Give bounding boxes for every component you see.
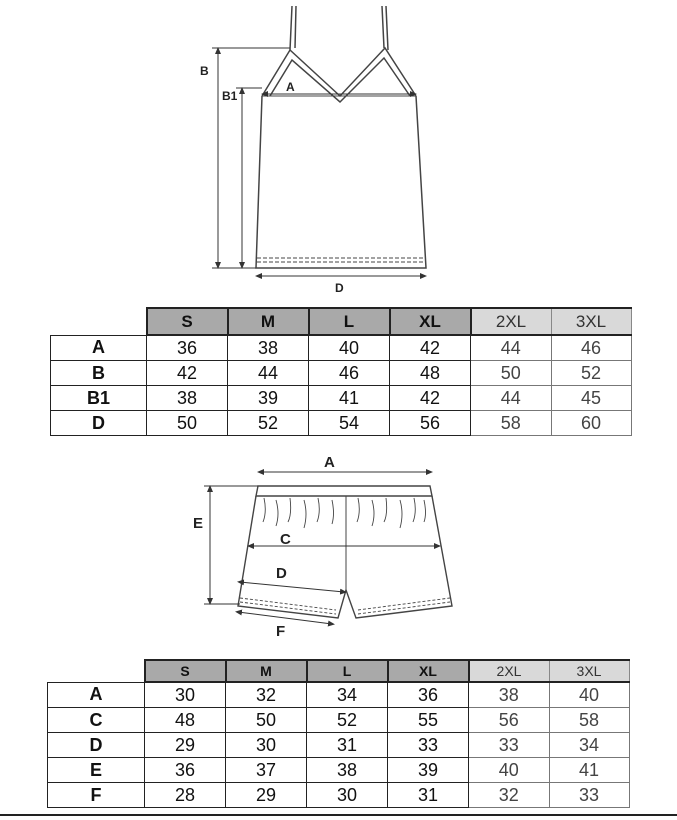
shorts-label-C: C xyxy=(280,531,291,548)
cell: 44 xyxy=(228,361,309,386)
shorts-label-F: F xyxy=(276,623,286,640)
row-label: E xyxy=(48,758,145,783)
cell: 28 xyxy=(145,783,226,808)
cell: 50 xyxy=(471,361,552,386)
cell: 45 xyxy=(551,386,631,411)
cell: 33 xyxy=(549,783,629,808)
shorts-label-D: D xyxy=(276,565,287,582)
cell: 40 xyxy=(469,758,550,783)
table-header-row xyxy=(48,660,630,682)
label-A: A xyxy=(286,80,295,94)
col-XL: XL xyxy=(390,308,471,335)
col-3XL: 3XL xyxy=(549,660,629,682)
cell: 44 xyxy=(471,386,552,411)
label-D: D xyxy=(335,281,344,295)
cell: 32 xyxy=(226,682,307,708)
col-3XL: 3XL xyxy=(551,308,631,335)
shorts-label-A: A xyxy=(324,454,335,471)
table-row xyxy=(51,335,632,361)
cell: 29 xyxy=(145,733,226,758)
cell: 30 xyxy=(226,733,307,758)
cell: 34 xyxy=(549,733,629,758)
cell: 38 xyxy=(307,758,388,783)
cell: 46 xyxy=(309,361,390,386)
cell: 56 xyxy=(390,411,471,436)
cell: 42 xyxy=(390,386,471,411)
cell: 40 xyxy=(549,682,629,708)
row-label: D xyxy=(48,733,145,758)
table-row xyxy=(51,361,632,386)
col-L: L xyxy=(307,660,388,682)
row-label: A xyxy=(51,335,147,361)
table-row xyxy=(48,783,630,808)
camisole-size-table xyxy=(50,307,632,436)
cell: 44 xyxy=(471,335,552,361)
table-header-row xyxy=(51,308,632,335)
cell: 39 xyxy=(228,386,309,411)
cell: 31 xyxy=(388,783,469,808)
shorts-size-table xyxy=(47,659,630,808)
shorts-outline xyxy=(238,486,452,618)
table-row xyxy=(48,708,630,733)
cell: 34 xyxy=(307,682,388,708)
row-label: B1 xyxy=(51,386,147,411)
bottom-divider xyxy=(0,814,677,816)
cell: 38 xyxy=(147,386,228,411)
cell: 48 xyxy=(390,361,471,386)
table-row xyxy=(51,411,632,436)
cell: 52 xyxy=(228,411,309,436)
cell: 37 xyxy=(226,758,307,783)
cell: 42 xyxy=(147,361,228,386)
camisole-outline xyxy=(256,6,426,268)
label-B: B xyxy=(200,64,209,78)
cell: 29 xyxy=(226,783,307,808)
cell: 38 xyxy=(469,682,550,708)
cell: 38 xyxy=(228,335,309,361)
cell: 42 xyxy=(390,335,471,361)
cell: 30 xyxy=(145,682,226,708)
table-row xyxy=(48,682,630,708)
shorts-label-E: E xyxy=(193,515,204,532)
cell: 41 xyxy=(549,758,629,783)
table-row xyxy=(48,758,630,783)
row-label: D xyxy=(51,411,147,436)
row-label: C xyxy=(48,708,145,733)
col-S: S xyxy=(145,660,226,682)
cell: 33 xyxy=(388,733,469,758)
cell: 56 xyxy=(469,708,550,733)
col-2XL: 2XL xyxy=(469,660,550,682)
cell: 52 xyxy=(307,708,388,733)
cell: 32 xyxy=(469,783,550,808)
col-M: M xyxy=(226,660,307,682)
cell: 36 xyxy=(145,758,226,783)
row-label: F xyxy=(48,783,145,808)
cell: 55 xyxy=(388,708,469,733)
col-2XL: 2XL xyxy=(471,308,552,335)
table-row xyxy=(48,733,630,758)
cell: 40 xyxy=(309,335,390,361)
col-L: L xyxy=(309,308,390,335)
col-XL: XL xyxy=(388,660,469,682)
cell: 31 xyxy=(307,733,388,758)
cell: 58 xyxy=(549,708,629,733)
col-S: S xyxy=(147,308,228,335)
cell: 48 xyxy=(145,708,226,733)
col-M: M xyxy=(228,308,309,335)
cell: 36 xyxy=(388,682,469,708)
cell: 30 xyxy=(307,783,388,808)
table-row xyxy=(51,386,632,411)
cell: 46 xyxy=(551,335,631,361)
cell: 33 xyxy=(469,733,550,758)
cell: 52 xyxy=(551,361,631,386)
cell: 41 xyxy=(309,386,390,411)
row-label: A xyxy=(48,682,145,708)
cell: 54 xyxy=(309,411,390,436)
cell: 60 xyxy=(551,411,631,436)
cell: 36 xyxy=(147,335,228,361)
cell: 58 xyxy=(471,411,552,436)
label-B1: B1 xyxy=(222,89,238,103)
cell: 50 xyxy=(226,708,307,733)
row-label: B xyxy=(51,361,147,386)
cell: 50 xyxy=(147,411,228,436)
cell: 39 xyxy=(388,758,469,783)
